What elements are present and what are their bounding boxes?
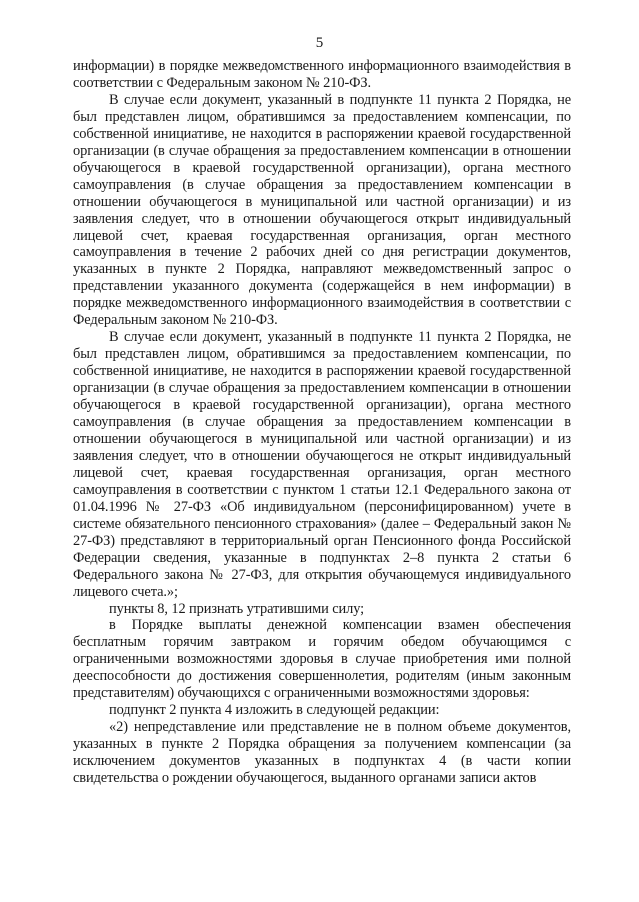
paragraph-new-wording: «2) непредставление или представление не в полном объеме документов, указанных в пункте 2 Порядка обращения за получением компенсации (за исключением документов указанных в подпунктах 4 (в части копии свидетельства о рождении обучающегося, выданного органами записи актов <box>73 719 571 787</box>
document-body <box>73 58 571 787</box>
paragraph-open-account-request: В случае если документ, указанный в подпункте 11 пункта 2 Порядка, не был представлен лицом, обратившимся за предоставлением компенсации, по собственной инициативе, не находится в распоряжении краевой государственной организации (в случае обращения за предоставлением компенсации в отношении обучающегося в краевой государственной организации), органа местного самоуправления (в случае обращения за предоставлением компенсации в отношении обучающегося в муниципальной или частной организации) и из заявления следует, что в отношении обучающегося открыт индивидуальный лицевой счет, краевая государственная организация, орган местного самоуправления в течение 2 рабочих дней со дня регистрации документов, указанных в пункте 2 Порядка, направляют межведомственный запрос о представлении указанного документа (содержащейся в нем информации) в порядке межведомственного информационного взаимодействия в соответствии с Федеральным законом № 210-ФЗ. <box>73 91 571 329</box>
paragraph-continuation: информации) в порядке межведомственного информационного взаимодействия в соответствии с Федеральным законом № 210-ФЗ. <box>73 58 571 91</box>
paragraph-no-account-pension-fund: В случае если документ, указанный в подпункте 11 пункта 2 Порядка, не был представлен лицом, обратившимся за предоставлением компенсации, по собственной инициативе, не находится в распоряжении краевой государственной организации (в случае обращения за предоставлением компенсации в отношении обучающегося в краевой государственной организации), органа местного самоуправления (в случае обращения за предоставлением компенсации в отношении обучающегося в муниципальной или частной организации) и из заявления следует, что в отношении обучающегося не открыт индивидуальный лицевой счет, краевая государственная организация, орган местного самоуправления в соответствии с пунктом 1 статьи 12.1 Федерального закона от 01.04.1996 № 27-ФЗ «Об индивидуальном (персонифицированном) учете в системе обязательного пенсионного страхования» (далее – Федеральный закон № 27-ФЗ) представляют в территориальный орган Пенсионного фонда Российской Федерации сведения, указанные в подпунктах 2–8 пункта 2 статьи 6 Федерального закона № 27-ФЗ, для открытия обучающемуся индивидуального лицевого счета.»; <box>73 329 571 600</box>
paragraph-amend-subclause: подпункт 2 пункта 4 изложить в следующей редакции: <box>109 702 440 719</box>
page-number: 5 <box>315 35 324 51</box>
paragraph-compensation-procedure: в Порядке выплаты денежной компенсации взамен обеспечения бесплатным горячим завтраком и горячим обедом обучающимся с ограниченными возможностями здоровья в случае приобретения ими полной дееспособности до достижения совершеннолетия, родителям (иным законным представителям) обучающихся с ограниченными возможностями здоровья: <box>73 617 571 702</box>
paragraph-repeal-clauses: пункты 8, 12 признать утратившими силу; <box>109 600 364 617</box>
